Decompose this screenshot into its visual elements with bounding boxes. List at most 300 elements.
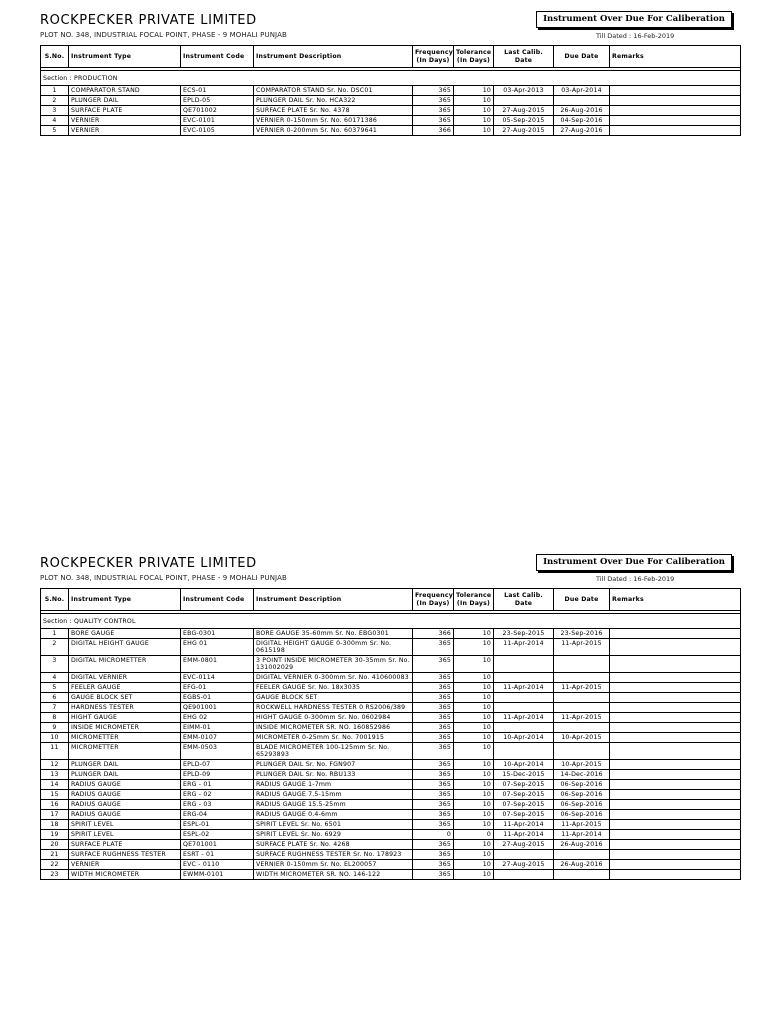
cell-instrument-description: VERNIER 0-200mm Sr. No. 60379641 xyxy=(254,126,413,136)
cell-remarks xyxy=(610,693,741,703)
cell-due-date: 26-Aug-2016 xyxy=(554,106,610,116)
cell-instrument-type: DIGITAL HEIGHT GAUGE xyxy=(69,639,181,656)
table-row xyxy=(41,790,741,800)
cell-tolerance: 10 xyxy=(454,106,494,116)
table-row xyxy=(41,86,741,96)
cell-instrument-description: INSIDE MICROMETER SR. NO. 160852986 xyxy=(254,723,413,733)
table-row xyxy=(41,850,741,860)
table-row xyxy=(41,723,741,733)
cell-instrument-type: DIGITAL MICROMETTER xyxy=(69,656,181,673)
cell-instrument-description: RADIUS GAUGE 0.4-6mm xyxy=(254,810,413,820)
cell-due-date: 27-Aug-2016 xyxy=(554,126,610,136)
header-tolerance: Tolerance (In Days) xyxy=(454,46,494,68)
cell-sno: 8 xyxy=(41,713,69,723)
cell-frequency: 365 xyxy=(413,703,454,713)
cell-last-calib-date xyxy=(494,656,554,673)
table-row xyxy=(41,830,741,840)
cell-sno: 14 xyxy=(41,780,69,790)
cell-instrument-code: ERG - 01 xyxy=(181,780,254,790)
cell-instrument-type: PLUNGER DAIL xyxy=(69,770,181,780)
cell-frequency: 365 xyxy=(413,760,454,770)
cell-instrument-code: EWMM-0101 xyxy=(181,870,254,880)
company-address: PLOT NO. 348, INDUSTRIAL FOCAL POINT, PHASE - 9 MOHALI PUNJAB xyxy=(40,31,287,39)
cell-sno: 10 xyxy=(41,733,69,743)
cell-due-date xyxy=(554,656,610,673)
cell-due-date xyxy=(554,703,610,713)
cell-remarks xyxy=(610,629,741,639)
cell-instrument-code: EHG 02 xyxy=(181,713,254,723)
cell-frequency: 365 xyxy=(413,850,454,860)
cell-frequency: 365 xyxy=(413,683,454,693)
cell-instrument-description: WIDTH MICROMETER SR. NO. 146-122 xyxy=(254,870,413,880)
cell-instrument-code: ERG - 03 xyxy=(181,800,254,810)
cell-instrument-code: EPLD-05 xyxy=(181,96,254,106)
cell-instrument-description: FEELER GAUGE Sr. No. 18x3035 xyxy=(254,683,413,693)
cell-last-calib-date: 05-Sep-2015 xyxy=(494,116,554,126)
cell-frequency: 365 xyxy=(413,810,454,820)
header-instrument-type: Instrument Type xyxy=(69,46,181,68)
cell-tolerance: 10 xyxy=(454,86,494,96)
cell-sno: 12 xyxy=(41,760,69,770)
cell-remarks xyxy=(610,86,741,96)
cell-tolerance: 10 xyxy=(454,703,494,713)
instrument-table xyxy=(40,45,741,136)
cell-remarks xyxy=(610,743,741,760)
cell-instrument-type: VERNIER xyxy=(69,860,181,870)
cell-last-calib-date: 23-Sep-2015 xyxy=(494,629,554,639)
cell-remarks xyxy=(610,106,741,116)
cell-remarks xyxy=(610,713,741,723)
cell-frequency: 0 xyxy=(413,830,454,840)
cell-instrument-code: EBG-0301 xyxy=(181,629,254,639)
cell-instrument-description: DIGITAL HEIGHT GAUGE 0-300mm Sr. No. 0615198 xyxy=(254,639,413,656)
cell-remarks xyxy=(610,780,741,790)
cell-tolerance: 10 xyxy=(454,770,494,780)
report-title: Instrument Over Due For Caliberation xyxy=(536,554,732,571)
cell-remarks xyxy=(610,820,741,830)
cell-last-calib-date xyxy=(494,850,554,860)
cell-sno: 2 xyxy=(41,96,69,106)
cell-instrument-description: VERNIER 0-150mm Sr. No. 60171386 xyxy=(254,116,413,126)
cell-instrument-code: ECS-01 xyxy=(181,86,254,96)
cell-frequency: 365 xyxy=(413,790,454,800)
cell-instrument-type: VERNIER xyxy=(69,126,181,136)
cell-instrument-description: RADIUS GAUGE 1-7mm xyxy=(254,780,413,790)
cell-instrument-description: 3 POINT INSIDE MICROMETER 30-35mm Sr. No. 131002029 xyxy=(254,656,413,673)
cell-tolerance: 10 xyxy=(454,96,494,106)
table-row xyxy=(41,810,741,820)
cell-due-date: 23-Sep-2016 xyxy=(554,629,610,639)
cell-due-date: 11-Apr-2015 xyxy=(554,683,610,693)
cell-last-calib-date: 11-Apr-2014 xyxy=(494,830,554,840)
cell-frequency: 365 xyxy=(413,870,454,880)
cell-instrument-description: SPIRIT LEVEL Sr. No. 6501 xyxy=(254,820,413,830)
cell-remarks xyxy=(610,116,741,126)
cell-frequency: 365 xyxy=(413,86,454,96)
header-instrument-description: Instrument Description xyxy=(254,589,413,611)
table-row xyxy=(41,820,741,830)
cell-last-calib-date: 10-Apr-2014 xyxy=(494,733,554,743)
cell-tolerance: 10 xyxy=(454,840,494,850)
cell-instrument-description: RADIUS GAUGE 7.5-15mm xyxy=(254,790,413,800)
cell-last-calib-date: 10-Apr-2014 xyxy=(494,760,554,770)
cell-sno: 16 xyxy=(41,800,69,810)
company-name: ROCKPECKER PRIVATE LIMITED xyxy=(40,556,257,571)
table-row xyxy=(41,713,741,723)
cell-instrument-code: ERG - 02 xyxy=(181,790,254,800)
cell-instrument-code: QE701002 xyxy=(181,106,254,116)
cell-instrument-description: BORE GAUGE 35-60mm Sr. No. EBG0301 xyxy=(254,629,413,639)
table-row xyxy=(41,870,741,880)
table-row xyxy=(41,703,741,713)
cell-instrument-description: PLUNGER DAIL Sr. No. HCA322 xyxy=(254,96,413,106)
cell-instrument-code: EPLD-07 xyxy=(181,760,254,770)
cell-last-calib-date: 27-Aug-2015 xyxy=(494,860,554,870)
cell-frequency: 365 xyxy=(413,639,454,656)
cell-frequency: 366 xyxy=(413,126,454,136)
cell-instrument-type: HARDNESS TESTER xyxy=(69,703,181,713)
cell-last-calib-date xyxy=(494,693,554,703)
header-frequency: Frequency (In Days) xyxy=(413,589,454,611)
cell-due-date: 06-Sep-2016 xyxy=(554,780,610,790)
cell-last-calib-date: 27-Aug-2015 xyxy=(494,126,554,136)
cell-instrument-type: RADIUS GAUGE xyxy=(69,800,181,810)
cell-last-calib-date xyxy=(494,96,554,106)
cell-due-date: 14-Dec-2016 xyxy=(554,770,610,780)
table-row xyxy=(41,780,741,790)
table-row xyxy=(41,656,741,673)
table-header-row xyxy=(41,46,741,68)
cell-frequency: 365 xyxy=(413,723,454,733)
cell-instrument-code: EFG-01 xyxy=(181,683,254,693)
cell-frequency: 365 xyxy=(413,780,454,790)
table-header-row xyxy=(41,589,741,611)
header-instrument-code: Instrument Code xyxy=(181,589,254,611)
cell-due-date: 06-Sep-2016 xyxy=(554,800,610,810)
cell-instrument-code: ESPL-02 xyxy=(181,830,254,840)
cell-sno: 2 xyxy=(41,639,69,656)
cell-frequency: 365 xyxy=(413,713,454,723)
cell-instrument-type: PLUNGER DAIL xyxy=(69,96,181,106)
cell-due-date: 10-Apr-2015 xyxy=(554,733,610,743)
cell-tolerance: 10 xyxy=(454,743,494,760)
section-row xyxy=(41,71,741,86)
cell-instrument-description: VERNIER 0-150mm Sr. No. EL200057 xyxy=(254,860,413,870)
cell-sno: 7 xyxy=(41,703,69,713)
table-row xyxy=(41,96,741,106)
cell-last-calib-date xyxy=(494,870,554,880)
table-row xyxy=(41,760,741,770)
cell-tolerance: 10 xyxy=(454,870,494,880)
cell-frequency: 365 xyxy=(413,820,454,830)
header-remarks: Remarks xyxy=(610,589,741,611)
cell-remarks xyxy=(610,703,741,713)
cell-instrument-code: EPLD-09 xyxy=(181,770,254,780)
cell-sno: 9 xyxy=(41,723,69,733)
cell-remarks xyxy=(610,760,741,770)
cell-tolerance: 10 xyxy=(454,820,494,830)
cell-due-date: 06-Sep-2016 xyxy=(554,810,610,820)
cell-instrument-type: SPIRIT LEVEL xyxy=(69,820,181,830)
table-row xyxy=(41,629,741,639)
cell-instrument-code: ESRT - 01 xyxy=(181,850,254,860)
cell-last-calib-date xyxy=(494,743,554,760)
cell-last-calib-date: 07-Sep-2015 xyxy=(494,790,554,800)
table-row xyxy=(41,840,741,850)
cell-tolerance: 10 xyxy=(454,850,494,860)
cell-instrument-type: INSIDE MICROMETER xyxy=(69,723,181,733)
cell-due-date xyxy=(554,743,610,760)
cell-frequency: 365 xyxy=(413,840,454,850)
header-remarks: Remarks xyxy=(610,46,741,68)
cell-due-date: 11-Apr-2015 xyxy=(554,713,610,723)
cell-last-calib-date: 15-Dec-2015 xyxy=(494,770,554,780)
cell-tolerance: 10 xyxy=(454,760,494,770)
cell-instrument-type: DIGITAL VERNIER xyxy=(69,673,181,683)
company-address: PLOT NO. 348, INDUSTRIAL FOCAL POINT, PHASE - 9 MOHALI PUNJAB xyxy=(40,574,287,582)
cell-instrument-description: PLUNGER DAIL Sr. No. FGN907 xyxy=(254,760,413,770)
cell-instrument-type: RADIUS GAUGE xyxy=(69,810,181,820)
cell-due-date: 04-Sep-2016 xyxy=(554,116,610,126)
table-row xyxy=(41,770,741,780)
cell-frequency: 365 xyxy=(413,860,454,870)
table-row xyxy=(41,743,741,760)
cell-last-calib-date: 07-Sep-2015 xyxy=(494,810,554,820)
cell-due-date: 11-Apr-2015 xyxy=(554,820,610,830)
cell-last-calib-date: 11-Apr-2014 xyxy=(494,713,554,723)
company-name: ROCKPECKER PRIVATE LIMITED xyxy=(40,13,257,28)
cell-sno: 5 xyxy=(41,683,69,693)
cell-instrument-code: EHG 01 xyxy=(181,639,254,656)
header-instrument-type: Instrument Type xyxy=(69,589,181,611)
table-row xyxy=(41,860,741,870)
cell-instrument-code: EMM-0107 xyxy=(181,733,254,743)
cell-sno: 6 xyxy=(41,693,69,703)
cell-remarks xyxy=(610,810,741,820)
cell-sno: 23 xyxy=(41,870,69,880)
cell-instrument-description: SURFACE RUGHNESS TESTER Sr. No. 178923 xyxy=(254,850,413,860)
cell-frequency: 365 xyxy=(413,800,454,810)
cell-sno: 15 xyxy=(41,790,69,800)
table-row xyxy=(41,693,741,703)
cell-tolerance: 10 xyxy=(454,810,494,820)
table-row xyxy=(41,116,741,126)
cell-remarks xyxy=(610,126,741,136)
till-dated: Till Dated : 16-Feb-2019 xyxy=(596,575,675,583)
header-tolerance: Tolerance (In Days) xyxy=(454,589,494,611)
cell-instrument-description: DIGITAL VERNIER 0-300mm Sr. No. 410600083 xyxy=(254,673,413,683)
cell-tolerance: 10 xyxy=(454,656,494,673)
cell-instrument-type: RADIUS GAUGE xyxy=(69,790,181,800)
cell-due-date xyxy=(554,723,610,733)
cell-instrument-type: MICROMETTER xyxy=(69,743,181,760)
cell-remarks xyxy=(610,733,741,743)
header-due-date: Due Date xyxy=(554,46,610,68)
cell-frequency: 365 xyxy=(413,733,454,743)
cell-sno: 17 xyxy=(41,810,69,820)
cell-remarks xyxy=(610,683,741,693)
table-row xyxy=(41,126,741,136)
cell-frequency: 365 xyxy=(413,96,454,106)
header-sno: S.No. xyxy=(41,46,69,68)
cell-remarks xyxy=(610,96,741,106)
cell-sno: 19 xyxy=(41,830,69,840)
cell-remarks xyxy=(610,850,741,860)
cell-instrument-description: SURFACE PLATE Sr. No. 4378 xyxy=(254,106,413,116)
cell-instrument-code: EVC - 0110 xyxy=(181,860,254,870)
cell-instrument-code: EIMM-01 xyxy=(181,723,254,733)
cell-sno: 1 xyxy=(41,86,69,96)
cell-due-date: 06-Sep-2016 xyxy=(554,790,610,800)
cell-tolerance: 10 xyxy=(454,800,494,810)
cell-instrument-type: WIDTH MICROMETER xyxy=(69,870,181,880)
cell-remarks xyxy=(610,830,741,840)
cell-frequency: 365 xyxy=(413,743,454,760)
cell-instrument-type: GAUGE BLOCK SET xyxy=(69,693,181,703)
cell-remarks xyxy=(610,790,741,800)
cell-remarks xyxy=(610,673,741,683)
cell-frequency: 365 xyxy=(413,656,454,673)
header-frequency: Frequency (In Days) xyxy=(413,46,454,68)
cell-tolerance: 10 xyxy=(454,629,494,639)
cell-last-calib-date: 11-Apr-2014 xyxy=(494,683,554,693)
cell-remarks xyxy=(610,800,741,810)
cell-frequency: 366 xyxy=(413,629,454,639)
cell-instrument-type: SURFACE PLATE xyxy=(69,106,181,116)
cell-instrument-code: QE701001 xyxy=(181,840,254,850)
cell-remarks xyxy=(610,656,741,673)
cell-tolerance: 10 xyxy=(454,693,494,703)
header-last-calib-date: Last Calib. Date xyxy=(494,589,554,611)
cell-remarks xyxy=(610,639,741,656)
cell-instrument-description: RADIUS GAUGE 15.5-25mm xyxy=(254,800,413,810)
cell-tolerance: 10 xyxy=(454,860,494,870)
cell-instrument-description: COMPARATOR STAND Sr. No. DSC01 xyxy=(254,86,413,96)
table-row xyxy=(41,639,741,656)
cell-remarks xyxy=(610,770,741,780)
till-dated: Till Dated : 16-Feb-2019 xyxy=(596,32,675,40)
cell-sno: 1 xyxy=(41,629,69,639)
cell-instrument-code: QE901001 xyxy=(181,703,254,713)
cell-sno: 13 xyxy=(41,770,69,780)
cell-tolerance: 10 xyxy=(454,723,494,733)
cell-due-date: 26-Aug-2016 xyxy=(554,860,610,870)
cell-remarks xyxy=(610,870,741,880)
cell-last-calib-date xyxy=(494,673,554,683)
cell-instrument-code: EVC-0101 xyxy=(181,116,254,126)
cell-last-calib-date: 03-Apr-2013 xyxy=(494,86,554,96)
cell-instrument-type: RADIUS GAUGE xyxy=(69,780,181,790)
cell-instrument-description: SURFACE PLATE Sr. No. 4268 xyxy=(254,840,413,850)
header-sno: S.No. xyxy=(41,589,69,611)
header-instrument-description: Instrument Description xyxy=(254,46,413,68)
cell-due-date: 11-Apr-2015 xyxy=(554,639,610,656)
cell-due-date xyxy=(554,693,610,703)
header-instrument-code: Instrument Code xyxy=(181,46,254,68)
cell-tolerance: 10 xyxy=(454,713,494,723)
cell-frequency: 365 xyxy=(413,693,454,703)
cell-instrument-type: SURFACE RUGHNESS TESTER xyxy=(69,850,181,860)
cell-due-date: 10-Apr-2015 xyxy=(554,760,610,770)
cell-remarks xyxy=(610,840,741,850)
cell-instrument-type: COMPARATOR STAND xyxy=(69,86,181,96)
cell-frequency: 365 xyxy=(413,116,454,126)
cell-last-calib-date: 11-Apr-2014 xyxy=(494,639,554,656)
cell-instrument-code: EGBS-01 xyxy=(181,693,254,703)
table-row xyxy=(41,106,741,116)
section-label: Section : PRODUCTION xyxy=(41,71,741,86)
cell-last-calib-date xyxy=(494,703,554,713)
cell-sno: 11 xyxy=(41,743,69,760)
cell-sno: 3 xyxy=(41,106,69,116)
cell-instrument-description: PLUNGER DAIL Sr. No. RBU133 xyxy=(254,770,413,780)
cell-frequency: 365 xyxy=(413,106,454,116)
cell-last-calib-date: 07-Sep-2015 xyxy=(494,800,554,810)
cell-instrument-type: FEELER GAUGE xyxy=(69,683,181,693)
cell-tolerance: 10 xyxy=(454,673,494,683)
cell-instrument-code: ERG-04 xyxy=(181,810,254,820)
cell-instrument-code: EVC-0105 xyxy=(181,126,254,136)
cell-instrument-type: VERNIER xyxy=(69,116,181,126)
cell-tolerance: 10 xyxy=(454,790,494,800)
cell-instrument-description: ROCKWELL HARDNESS TESTER 0 RS2006/389 xyxy=(254,703,413,713)
cell-frequency: 365 xyxy=(413,673,454,683)
header-last-calib-date: Last Calib. Date xyxy=(494,46,554,68)
cell-sno: 5 xyxy=(41,126,69,136)
cell-last-calib-date xyxy=(494,723,554,733)
cell-tolerance: 10 xyxy=(454,733,494,743)
table-row xyxy=(41,733,741,743)
cell-tolerance: 10 xyxy=(454,683,494,693)
cell-instrument-type: MICROMETTER xyxy=(69,733,181,743)
cell-due-date xyxy=(554,870,610,880)
table-row xyxy=(41,800,741,810)
cell-instrument-code: ESPL-01 xyxy=(181,820,254,830)
cell-instrument-type: SURFACE PLATE xyxy=(69,840,181,850)
cell-sno: 20 xyxy=(41,840,69,850)
cell-sno: 4 xyxy=(41,673,69,683)
cell-last-calib-date: 27-Aug-2015 xyxy=(494,106,554,116)
table-body xyxy=(41,611,741,880)
cell-instrument-description: BLADE MICROMETER 100-125mm Sr. No. 65293893 xyxy=(254,743,413,760)
cell-last-calib-date: 27-Aug-2015 xyxy=(494,840,554,850)
cell-instrument-description: SPIRIT LEVEL Sr. No. 6929 xyxy=(254,830,413,840)
cell-sno: 22 xyxy=(41,860,69,870)
cell-instrument-description: MICROMETER 0-25mm Sr. No. 7001915 xyxy=(254,733,413,743)
cell-remarks xyxy=(610,723,741,733)
cell-due-date xyxy=(554,673,610,683)
instrument-table xyxy=(40,588,741,880)
cell-instrument-type: HIGHT GAUGE xyxy=(69,713,181,723)
cell-frequency: 365 xyxy=(413,770,454,780)
cell-tolerance: 10 xyxy=(454,116,494,126)
cell-tolerance: 10 xyxy=(454,126,494,136)
cell-instrument-type: BORE GAUGE xyxy=(69,629,181,639)
cell-sno: 21 xyxy=(41,850,69,860)
cell-last-calib-date: 07-Sep-2015 xyxy=(494,780,554,790)
cell-instrument-description: HIGHT GAUGE 0-300mm Sr. No. 0602984 xyxy=(254,713,413,723)
cell-due-date xyxy=(554,96,610,106)
cell-sno: 3 xyxy=(41,656,69,673)
header-due-date: Due Date xyxy=(554,589,610,611)
cell-sno: 18 xyxy=(41,820,69,830)
cell-tolerance: 0 xyxy=(454,830,494,840)
cell-last-calib-date: 11-Apr-2014 xyxy=(494,820,554,830)
report-title: Instrument Over Due For Caliberation xyxy=(536,11,732,28)
cell-due-date: 11-Apr-2014 xyxy=(554,830,610,840)
section-row xyxy=(41,614,741,629)
cell-tolerance: 10 xyxy=(454,639,494,656)
